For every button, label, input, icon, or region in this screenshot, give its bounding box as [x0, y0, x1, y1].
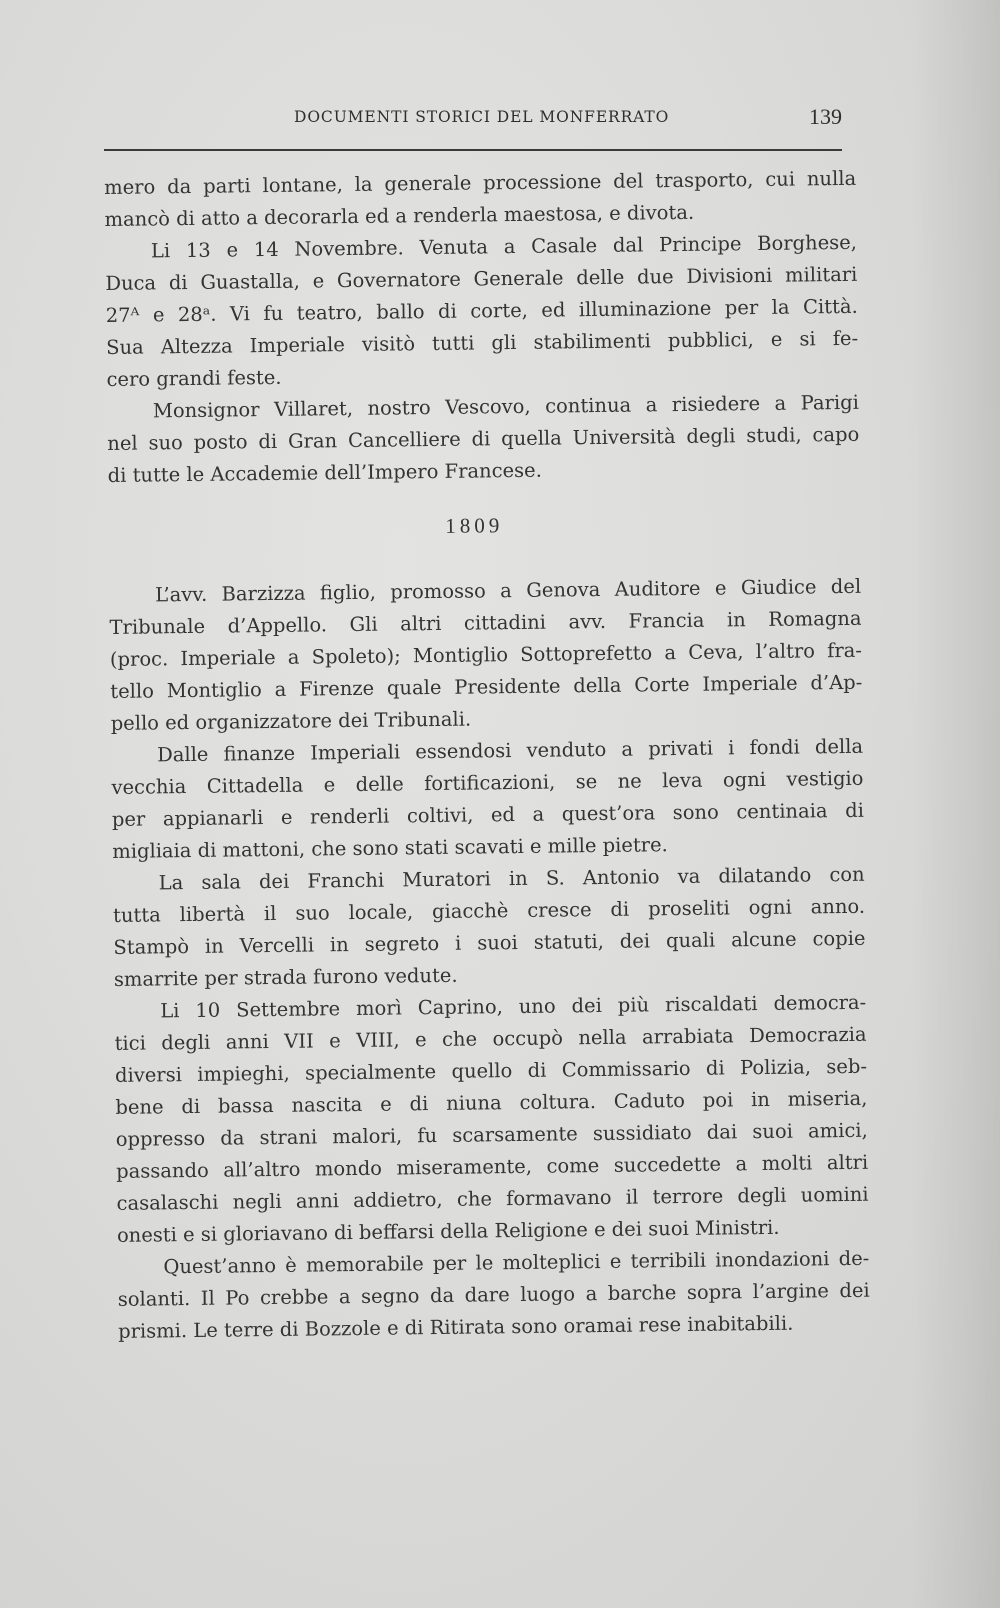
text-line: Quest’anno è memorabile per le molteplici e terribili inondazioni de- [163, 1246, 870, 1279]
text-line: mero da parti lontane, la generale processione del trasporto, cui nulla [104, 166, 857, 199]
text-line: La sala dei Franchi Muratori in S. Antonio va dilatando con [158, 862, 865, 895]
text-line: (proc. Imperiale a Spoleto); Montiglio Sottoprefetto a Ceva, l’altro fra- [109, 638, 863, 671]
body-text [104, 163, 870, 1348]
year-heading: 1809 [445, 513, 504, 538]
text-line: Li 10 Settembre morì Caprino, uno dei più riscaldati democra- [160, 990, 867, 1023]
page-edge-shadow [910, 0, 1000, 1608]
text-line: di tutte le Accademie dell’Impero Francese. [107, 458, 542, 487]
page-header [104, 104, 844, 134]
text-line: 27ᴬ e 28ᵃ. Vi fu teatro, ballo di corte, ed illuminazione per la Città. [105, 294, 858, 327]
text-line: mancò di atto a decorarla ed a renderla maestosa, e divota. [104, 200, 695, 231]
text-line: per appianarli e renderli coltivi, ed a quest’ora sono centinaia di [111, 798, 864, 831]
text-line: Dalle finanze Imperiali essendosi venduto a privati i fondi della [156, 734, 864, 767]
text-line: bene di bassa nascita e di niuna coltura. Caduto poi in miseria, [115, 1086, 868, 1119]
text-line: diversi impieghi, specialmente quello di Commissario di Polizia, seb- [114, 1054, 868, 1087]
text-line: solanti. Il Po crebbe a segno da dare luogo a barche sopra l’argine dei [117, 1278, 870, 1311]
text-line: cero grandi feste. [106, 365, 282, 391]
text-line: Stampò in Vercelli in segreto i suoi statuti, dei quali alcune copie [113, 926, 866, 959]
text-line: migliaia di mattoni, che sono stati scavati e mille pietre. [112, 833, 668, 863]
page-number: 139 [809, 104, 842, 129]
text-line: L’avv. Barzizza figlio, promosso a Genova Auditore e Giudice del [155, 574, 862, 607]
text-line: tici degli anni VII e VIII, e che occupò nella arrabiata Democrazia [114, 1022, 867, 1055]
text-line: tutta libertà il suo locale, giacchè cresce di proseliti ogni anno. [112, 894, 866, 927]
text-line: passando all’altro mondo miseramente, come succedette a molti altri [116, 1150, 869, 1183]
text-line: smarrite per strada furono vedute. [113, 963, 458, 991]
text-after-year [109, 571, 870, 1348]
text-line: tello Montiglio a Firenze quale Presidente della Corte Imperiale d’Ap- [110, 670, 863, 703]
header-rule [104, 149, 842, 151]
text-line: prismi. Le terre di Bozzole e di Ritirata sono oramai rese inabitabili. [118, 1311, 794, 1343]
text-line: Duca di Guastalla, e Governatore Generale delle due Divisioni militari [105, 262, 858, 295]
text-line: Tribunale d’Appello. Gli altri cittadini avv. Francia in Romagna [109, 606, 862, 639]
text-line: vecchia Cittadella e delle fortificazioni, se ne leva ogni vestigio [111, 766, 864, 799]
text-line: nel suo posto di Gran Cancelliere di quella Università degli studi, capo [107, 422, 860, 455]
text-before-year [104, 163, 860, 492]
running-title: DOCUMENTI STORICI DEL MONFERRATO [294, 108, 670, 126]
text-line: onesti e si gloriavano di beffarsi della Religione e dei suoi Ministri. [116, 1215, 780, 1247]
text-line: Li 13 e 14 Novembre. Venuta a Casale dal Principe Borghese, [150, 230, 858, 263]
text-line: oppresso da strani malori, fu scarsamente sussidiato dai suoi amici, [115, 1118, 868, 1151]
text-line: Sua Altezza Imperiale visitò tutti gli stabilimenti pubblici, e si fe- [106, 326, 859, 359]
text-line: Monsignor Villaret, nostro Vescovo, continua a risiedere a Parigi [152, 390, 860, 423]
text-line: casalaschi negli anni addietro, che formavano il terrore degli uomini [116, 1182, 869, 1215]
text-line: pello ed organizzatore dei Tribunali. [110, 707, 472, 735]
